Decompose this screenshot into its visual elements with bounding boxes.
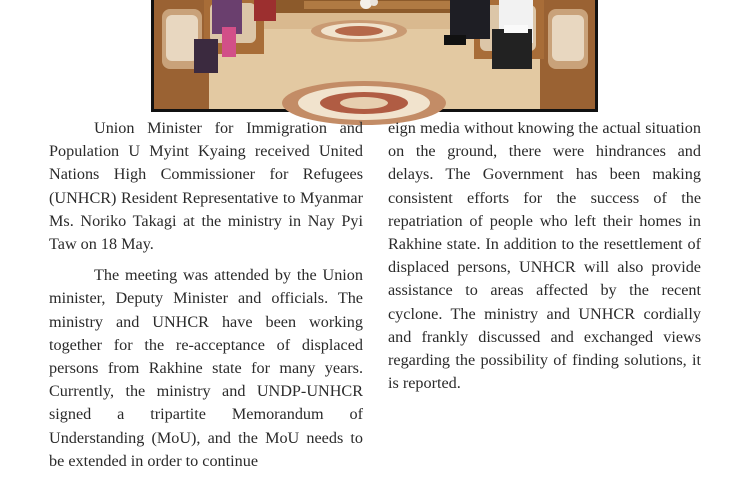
meeting-room-image <box>154 0 595 109</box>
article-column-right <box>388 117 701 403</box>
article-paragraph: The meeting was attended by the Union minister, Deputy Minister and officials. The ministry and UNHCR have been working together for the re-acceptance of displaced persons from Rakhine state for many years. Currently, the ministry and UNDP-UNHCR signed a tripartite Memorandum of Understanding (MoU), and the MoU needs to be extended in order to continue <box>49 266 363 470</box>
article-paragraph: Union Minister for Immigration and Population U Myint Kyaing received United Nations High Commissioner for Refugees (UNHCR) Resident Representative to Myanmar Ms. Noriko Takagi at the ministry in Nay Pyi Taw on 18 May. <box>49 119 363 254</box>
meeting-photo <box>151 0 598 112</box>
article-paragraph: eign media without knowing the actual situation on the ground, there were hindrances and delays. The Government has been making consistent efforts for the success of the repatriation of people who left their homes in Rakhine state. In addition to the resettlement of displaced persons, UNHCR will also provide assistance to areas affected by the recent cyclone. The ministry and UNHCR cordially and frankly discussed and exchanged views regarding the possibility of finding solutions, it is reported. <box>388 119 701 393</box>
article-column-left <box>49 117 363 481</box>
